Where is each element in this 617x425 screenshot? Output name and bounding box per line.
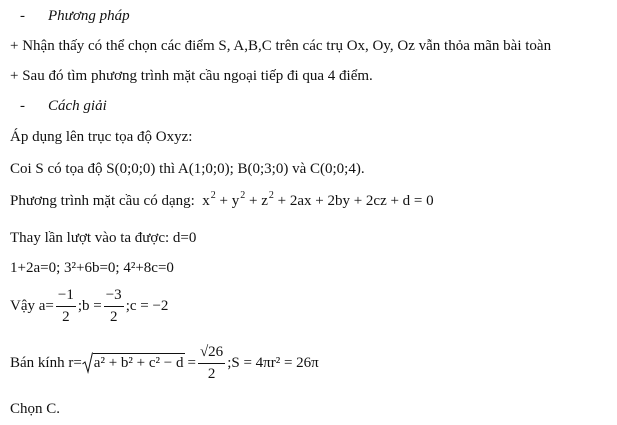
method-point-1: + Nhận thấy có thể chọn các điểm S, A,B,C trên các trụ Ox, Oy, Oz vẫn thỏa mãn bài toàn [10,38,552,54]
substitute-line: Thay lần lượt vào ta được: d=0 [10,230,197,246]
solution-heading [20,99,107,114]
sphere-equation: $x^2 + y^2 + z^2 + 2ax + 2by + 2cz + d = 0$ [202,190,434,209]
method-heading [20,9,130,24]
radical-icon [82,352,93,374]
sphere-equation-line [10,190,434,209]
answer-line: Chọn C. [10,401,61,417]
method-point-2: + Sau đó tìm phương trình mặt cầu ngoại tiếp đi qua 4 điểm. [10,68,373,84]
fraction-b: $\frac{-3}{2}$ [105,287,122,325]
radius-prefix: Bán kính r= [10,355,82,372]
sqrt-expression: a² + b² + c² − d [82,353,186,371]
solution-title: Cách giải [48,98,107,114]
system-line: 1+2a=0; 3²+6b=0; 4²+8c=0 [10,260,174,276]
values-line: Vậy a= $\frac{-1}{2}$ ;b = $\frac{-3}{2}$ ;c = −2 [10,287,169,325]
fraction-radius: $\frac{√26}{2}$ [199,344,224,382]
radius-line: Bán kính r= a² + b² + c² − d = $\frac{√26}{2}$ ;S = 4πr² = 26π [10,344,319,382]
bullet-dash: - [20,8,25,24]
apply-line: Áp dụng lên trục tọa độ Oxyz: [10,129,193,145]
method-title: Phương pháp [48,8,130,24]
values-prefix: Vậy a= [10,298,54,315]
coords-line: Coi S có tọa độ S(0;0;0) thì A(1;0;0); B(0;3;0) và C(0;0;4). [10,161,365,177]
fraction-a: $\frac{-1}{2}$ [57,287,74,325]
bullet-dash: - [20,98,25,114]
sphere-label: Phương trình mặt cầu có dạng: [10,193,195,209]
